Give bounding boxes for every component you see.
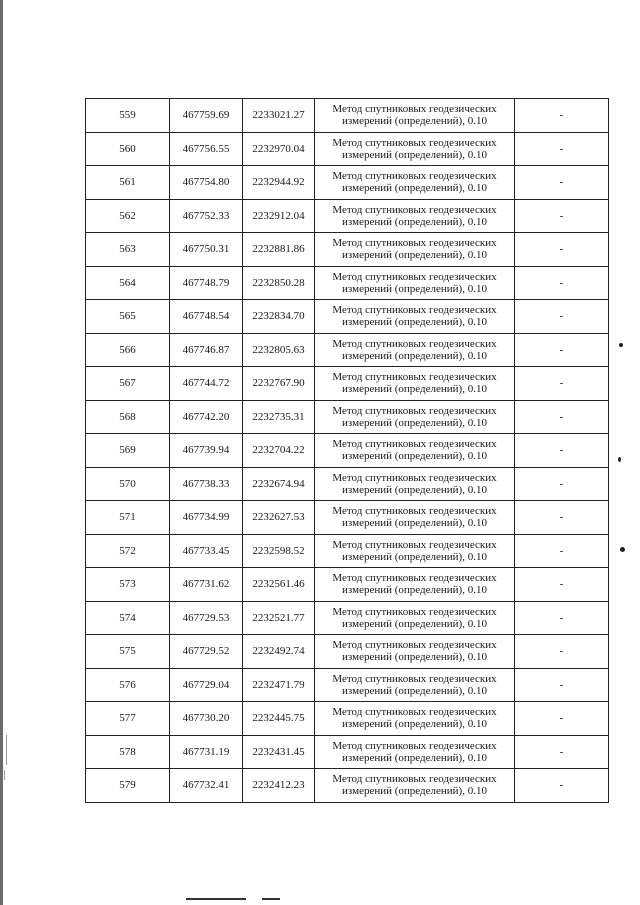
method-line: Метод спутниковых геодезических xyxy=(332,371,497,384)
table-row xyxy=(86,769,609,803)
table-row xyxy=(86,367,609,401)
method-line: Метод спутниковых геодезических xyxy=(332,337,497,350)
method-line: Метод спутниковых геодезических xyxy=(332,605,497,618)
y-coordinate-cell: 2232445.75 xyxy=(243,702,315,736)
method-line: Метод спутниковых геодезических xyxy=(332,404,497,417)
x-coordinate-cell: 467759.69 xyxy=(170,99,243,133)
x-coordinate-cell: 467756.55 xyxy=(170,132,243,166)
point-number-cell: 578 xyxy=(86,735,170,769)
table-row xyxy=(86,467,609,501)
method-line: Метод спутниковых геодезических xyxy=(332,572,497,585)
remark-cell: - xyxy=(515,702,609,736)
method-line: Метод спутниковых геодезических xyxy=(332,170,497,183)
point-number-cell: 567 xyxy=(86,367,170,401)
point-number-cell: 573 xyxy=(86,568,170,602)
method-cell xyxy=(315,668,515,702)
y-coordinate-cell: 2232598.52 xyxy=(243,534,315,568)
remark-cell: - xyxy=(515,769,609,803)
x-coordinate-cell: 467732.41 xyxy=(170,769,243,803)
table-row xyxy=(86,300,609,334)
remark-cell: - xyxy=(515,668,609,702)
method-line: измерений (определений), 0.10 xyxy=(342,349,487,362)
method-line: измерений (определений), 0.10 xyxy=(342,483,487,496)
y-coordinate-cell: 2232881.86 xyxy=(243,233,315,267)
x-coordinate-cell: 467754.80 xyxy=(170,166,243,200)
method-cell xyxy=(315,467,515,501)
method-cell xyxy=(315,769,515,803)
coordinates-table xyxy=(85,98,609,803)
method-line: измерений (определений), 0.10 xyxy=(342,416,487,429)
x-coordinate-cell: 467746.87 xyxy=(170,333,243,367)
y-coordinate-cell: 2232412.23 xyxy=(243,769,315,803)
table-row xyxy=(86,333,609,367)
point-number-cell: 566 xyxy=(86,333,170,367)
method-cell xyxy=(315,601,515,635)
x-coordinate-cell: 467729.04 xyxy=(170,668,243,702)
y-coordinate-cell: 2232627.53 xyxy=(243,501,315,535)
table-row xyxy=(86,132,609,166)
x-coordinate-cell: 467733.45 xyxy=(170,534,243,568)
method-cell xyxy=(315,568,515,602)
remark-cell: - xyxy=(515,568,609,602)
method-line: измерений (определений), 0.10 xyxy=(342,249,487,262)
method-cell xyxy=(315,735,515,769)
method-line: измерений (определений), 0.10 xyxy=(342,751,487,764)
remark-cell: - xyxy=(515,132,609,166)
remark-cell: - xyxy=(515,467,609,501)
point-number-cell: 561 xyxy=(86,166,170,200)
x-coordinate-cell: 467731.62 xyxy=(170,568,243,602)
point-number-cell: 560 xyxy=(86,132,170,166)
point-number-cell: 563 xyxy=(86,233,170,267)
y-coordinate-cell: 2232970.04 xyxy=(243,132,315,166)
y-coordinate-cell: 2232431.45 xyxy=(243,735,315,769)
method-cell xyxy=(315,132,515,166)
remark-cell: - xyxy=(515,333,609,367)
point-number-cell: 575 xyxy=(86,635,170,669)
remark-cell: - xyxy=(515,501,609,535)
y-coordinate-cell: 2233021.27 xyxy=(243,99,315,133)
scan-underline xyxy=(262,898,280,900)
method-line: Метод спутниковых геодезических xyxy=(332,773,497,786)
method-cell xyxy=(315,534,515,568)
method-cell xyxy=(315,266,515,300)
method-line: измерений (определений), 0.10 xyxy=(342,718,487,731)
x-coordinate-cell: 467734.99 xyxy=(170,501,243,535)
method-line: измерений (определений), 0.10 xyxy=(342,651,487,664)
method-line: Метод спутниковых геодезических xyxy=(332,505,497,518)
table-row xyxy=(86,635,609,669)
remark-cell: - xyxy=(515,300,609,334)
method-line: Метод спутниковых геодезических xyxy=(332,270,497,283)
y-coordinate-cell: 2232674.94 xyxy=(243,467,315,501)
x-coordinate-cell: 467744.72 xyxy=(170,367,243,401)
remark-cell: - xyxy=(515,735,609,769)
method-line: Метод спутниковых геодезических xyxy=(332,136,497,149)
y-coordinate-cell: 2232805.63 xyxy=(243,333,315,367)
scan-left-tick xyxy=(6,735,7,765)
point-number-cell: 577 xyxy=(86,702,170,736)
method-cell xyxy=(315,501,515,535)
method-cell xyxy=(315,434,515,468)
method-line: Метод спутниковых геодезических xyxy=(332,706,497,719)
y-coordinate-cell: 2232561.46 xyxy=(243,568,315,602)
method-line: Метод спутниковых геодезических xyxy=(332,672,497,685)
table-row xyxy=(86,501,609,535)
method-line: измерений (определений), 0.10 xyxy=(342,617,487,630)
y-coordinate-cell: 2232767.90 xyxy=(243,367,315,401)
remark-cell: - xyxy=(515,367,609,401)
y-coordinate-cell: 2232471.79 xyxy=(243,668,315,702)
method-cell xyxy=(315,300,515,334)
scan-mark xyxy=(618,457,621,462)
scan-mark xyxy=(619,343,623,347)
method-line: Метод спутниковых геодезических xyxy=(332,103,497,116)
point-number-cell: 559 xyxy=(86,99,170,133)
method-line: Метод спутниковых геодезических xyxy=(332,237,497,250)
table-row xyxy=(86,702,609,736)
point-number-cell: 579 xyxy=(86,769,170,803)
remark-cell: - xyxy=(515,601,609,635)
table-row xyxy=(86,434,609,468)
point-number-cell: 570 xyxy=(86,467,170,501)
remark-cell: - xyxy=(515,99,609,133)
table-row xyxy=(86,199,609,233)
y-coordinate-cell: 2232521.77 xyxy=(243,601,315,635)
table-row xyxy=(86,668,609,702)
remark-cell: - xyxy=(515,233,609,267)
method-line: Метод спутниковых геодезических xyxy=(332,739,497,752)
method-line: измерений (определений), 0.10 xyxy=(342,584,487,597)
table-row xyxy=(86,735,609,769)
point-number-cell: 571 xyxy=(86,501,170,535)
x-coordinate-cell: 467738.33 xyxy=(170,467,243,501)
point-number-cell: 562 xyxy=(86,199,170,233)
scan-mark xyxy=(620,547,625,552)
point-number-cell: 568 xyxy=(86,400,170,434)
method-line: измерений (определений), 0.10 xyxy=(342,383,487,396)
remark-cell: - xyxy=(515,434,609,468)
remark-cell: - xyxy=(515,199,609,233)
method-cell xyxy=(315,333,515,367)
table-row xyxy=(86,534,609,568)
y-coordinate-cell: 2232704.22 xyxy=(243,434,315,468)
remark-cell: - xyxy=(515,166,609,200)
table-row xyxy=(86,233,609,267)
method-line: измерений (определений), 0.10 xyxy=(342,450,487,463)
remark-cell: - xyxy=(515,534,609,568)
x-coordinate-cell: 467742.20 xyxy=(170,400,243,434)
method-line: измерений (определений), 0.10 xyxy=(342,115,487,128)
method-line: измерений (определений), 0.10 xyxy=(342,550,487,563)
remark-cell: - xyxy=(515,400,609,434)
method-line: измерений (определений), 0.10 xyxy=(342,316,487,329)
scan-left-edge xyxy=(0,0,3,905)
y-coordinate-cell: 2232735.31 xyxy=(243,400,315,434)
method-line: Метод спутниковых геодезических xyxy=(332,203,497,216)
method-line: измерений (определений), 0.10 xyxy=(342,148,487,161)
x-coordinate-cell: 467729.53 xyxy=(170,601,243,635)
point-number-cell: 565 xyxy=(86,300,170,334)
x-coordinate-cell: 467748.54 xyxy=(170,300,243,334)
method-cell xyxy=(315,199,515,233)
point-number-cell: 569 xyxy=(86,434,170,468)
method-cell xyxy=(315,400,515,434)
x-coordinate-cell: 467729.52 xyxy=(170,635,243,669)
scan-underline xyxy=(186,898,246,900)
y-coordinate-cell: 2232944.92 xyxy=(243,166,315,200)
point-number-cell: 574 xyxy=(86,601,170,635)
point-number-cell: 572 xyxy=(86,534,170,568)
method-cell xyxy=(315,166,515,200)
x-coordinate-cell: 467750.31 xyxy=(170,233,243,267)
x-coordinate-cell: 467748.79 xyxy=(170,266,243,300)
method-cell xyxy=(315,367,515,401)
x-coordinate-cell: 467731.19 xyxy=(170,735,243,769)
method-line: измерений (определений), 0.10 xyxy=(342,215,487,228)
table-row xyxy=(86,568,609,602)
remark-cell: - xyxy=(515,635,609,669)
scan-left-tick xyxy=(4,770,5,780)
method-line: Метод спутниковых геодезических xyxy=(332,639,497,652)
table-row xyxy=(86,400,609,434)
y-coordinate-cell: 2232834.70 xyxy=(243,300,315,334)
table-row xyxy=(86,266,609,300)
table-row xyxy=(86,166,609,200)
method-line: измерений (определений), 0.10 xyxy=(342,182,487,195)
method-cell xyxy=(315,233,515,267)
point-number-cell: 564 xyxy=(86,266,170,300)
method-line: измерений (определений), 0.10 xyxy=(342,517,487,530)
method-line: измерений (определений), 0.10 xyxy=(342,282,487,295)
x-coordinate-cell: 467752.33 xyxy=(170,199,243,233)
method-line: Метод спутниковых геодезических xyxy=(332,438,497,451)
x-coordinate-cell: 467730.20 xyxy=(170,702,243,736)
method-line: Метод спутниковых геодезических xyxy=(332,538,497,551)
method-line: измерений (определений), 0.10 xyxy=(342,785,487,798)
method-cell xyxy=(315,635,515,669)
point-number-cell: 576 xyxy=(86,668,170,702)
method-line: Метод спутниковых геодезических xyxy=(332,471,497,484)
method-line: Метод спутниковых геодезических xyxy=(332,304,497,317)
y-coordinate-cell: 2232912.04 xyxy=(243,199,315,233)
y-coordinate-cell: 2232492.74 xyxy=(243,635,315,669)
remark-cell: - xyxy=(515,266,609,300)
y-coordinate-cell: 2232850.28 xyxy=(243,266,315,300)
method-cell xyxy=(315,99,515,133)
table-row xyxy=(86,601,609,635)
method-cell xyxy=(315,702,515,736)
method-line: измерений (определений), 0.10 xyxy=(342,684,487,697)
x-coordinate-cell: 467739.94 xyxy=(170,434,243,468)
table-row xyxy=(86,99,609,133)
